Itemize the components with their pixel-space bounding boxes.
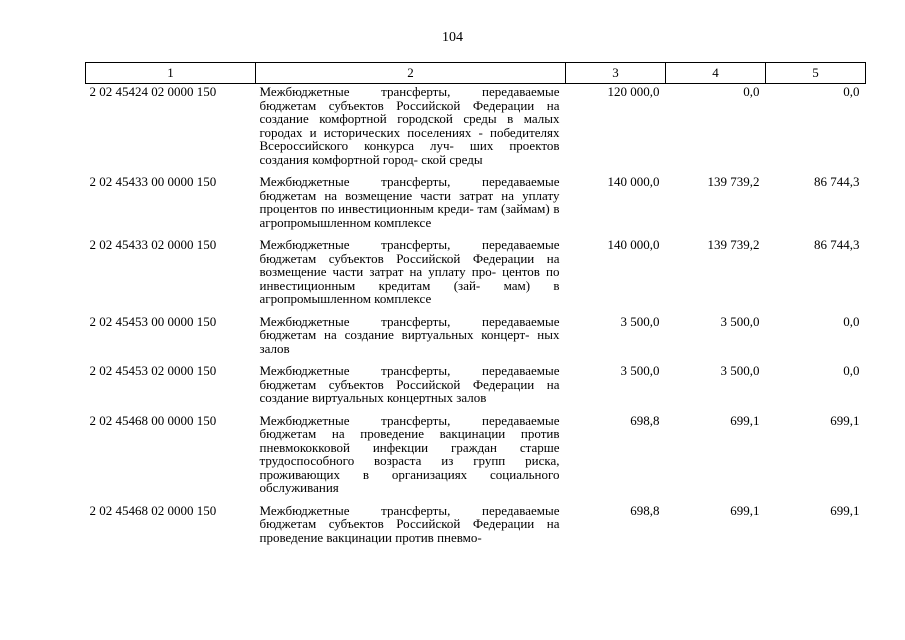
table-row [86, 174, 866, 237]
row-value-col4: 139 739,2 [707, 174, 760, 189]
row-name: Межбюджетные трансферты, передаваемые бюджетам на создание виртуальных концерт- ных залов [259, 313, 560, 356]
row-code: 2 02 45433 00 0000 150 [89, 174, 217, 189]
row-value-col4: 139 739,2 [707, 237, 760, 252]
row-name: Межбюджетные трансферты, передаваемые бюджетам на возмещение части затрат на уплату процентов по инвестиционным креди- там (займам) в агропромышленном комплексе [259, 174, 560, 230]
table-row [86, 413, 866, 503]
row-value-col3: 3 500,0 [620, 363, 660, 378]
page-number: 104 [442, 30, 463, 45]
budget-table-container [85, 62, 865, 552]
table-row [86, 84, 866, 175]
header-col-4: 4 [666, 63, 766, 84]
row-value-col5: 86 744,3 [814, 174, 860, 189]
row-name: Межбюджетные трансферты, передаваемые бюджетам субъектов Российской Федерации на возмещение части затрат на уплату про- центов по инвестиционным кредитам (зай- мам) в агропромышленном комплексе [259, 237, 560, 306]
row-value-col3: 140 000,0 [607, 237, 660, 252]
row-name: Межбюджетные трансферты, передаваемые бюджетам субъектов Российской Федерации на создание виртуальных концертных залов [259, 363, 560, 405]
row-value-col4: 3 500,0 [720, 363, 760, 378]
row-code: 2 02 45453 00 0000 150 [89, 313, 217, 329]
row-value-col4: 3 500,0 [720, 313, 760, 329]
budget-table [85, 62, 866, 552]
row-value-col5: 699,1 [830, 502, 860, 518]
row-value-col4: 699,1 [730, 412, 760, 428]
table-row [86, 237, 866, 314]
row-code: 2 02 45468 02 0000 150 [89, 502, 217, 518]
table-row [86, 314, 866, 364]
header-col-3: 3 [566, 63, 666, 84]
row-value-col5: 0,0 [843, 363, 860, 378]
table-row [86, 363, 866, 413]
row-value-col3: 698,8 [630, 502, 660, 518]
row-code: 2 02 45424 02 0000 150 [89, 84, 217, 99]
table-row [86, 503, 866, 553]
row-name: Межбюджетные трансферты, передаваемые бюджетам субъектов Российской Федерации на создание комфортной городской среды в малых городах и исторических поселениях - победителях Всероссийского конкурса луч- ших проектов создания комфортной город- ской среды [259, 84, 560, 167]
row-value-col5: 86 744,3 [814, 237, 860, 252]
header-col-1: 1 [86, 63, 256, 84]
row-value-col3: 120 000,0 [607, 84, 660, 99]
row-name: Межбюджетные трансферты, передаваемые бюджетам на проведение вакцинации против пневмококковой инфекции граждан старше трудоспособного возраста из групп риска, проживающих в организациях социального обслуживания [259, 412, 560, 495]
row-code: 2 02 45433 02 0000 150 [89, 237, 217, 252]
row-value-col5: 0,0 [843, 84, 860, 99]
row-value-col5: 699,1 [830, 412, 860, 428]
row-value-col3: 698,8 [630, 412, 660, 428]
row-code: 2 02 45468 00 0000 150 [89, 412, 217, 428]
row-value-col3: 140 000,0 [607, 174, 660, 189]
table-header [86, 63, 866, 84]
row-value-col5: 0,0 [843, 313, 860, 329]
row-value-col3: 3 500,0 [620, 313, 660, 329]
row-code: 2 02 45453 02 0000 150 [89, 363, 217, 378]
header-col-5: 5 [766, 63, 866, 84]
row-value-col4: 0,0 [743, 84, 760, 99]
row-value-col4: 699,1 [730, 502, 760, 518]
table-body [86, 84, 866, 553]
header-col-2: 2 [256, 63, 566, 84]
row-name: Межбюджетные трансферты, передаваемые бюджетам субъектов Российской Федерации на проведение вакцинации против пневмо- [259, 502, 560, 545]
